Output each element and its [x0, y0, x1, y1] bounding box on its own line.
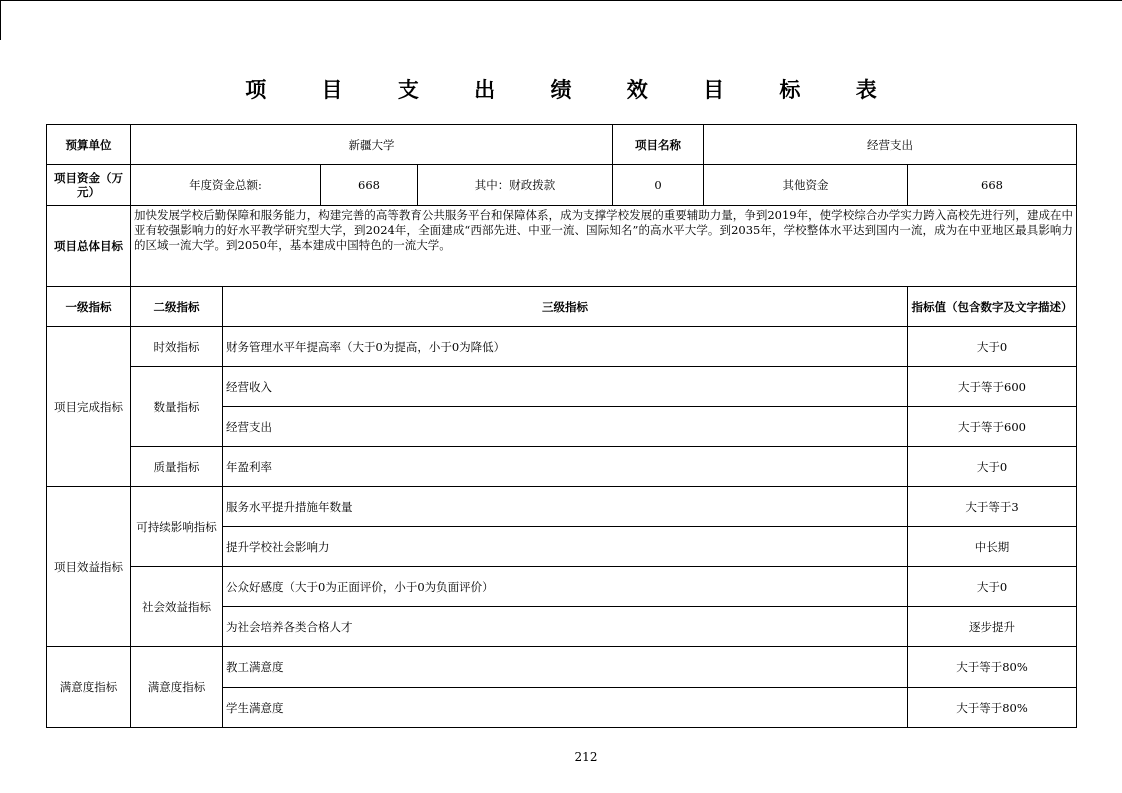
indicator-value: 大于等于3: [908, 487, 1077, 527]
level2-timeliness: 时效指标: [131, 327, 223, 367]
total-funding-label: 年度资金总额:: [131, 165, 321, 206]
level2-social: 社会效益指标: [131, 567, 223, 647]
level1-completion: 项目完成指标: [47, 327, 131, 487]
page-title: 项 目 支 出 绩 效 目 标 表: [245, 77, 901, 102]
value-header: 指标值（包含数字及文字描述）: [908, 287, 1077, 327]
indicator-value: 逐步提升: [908, 607, 1077, 647]
indicator-name: 经营支出: [223, 407, 908, 447]
indicator-name: 财务管理水平年提高率（大于0为提高，小于0为降低）: [223, 327, 908, 367]
indicator-name: 提升学校社会影响力: [223, 527, 908, 567]
page-border-left: [0, 0, 1, 40]
indicator-name: 为社会培养各类合格人才: [223, 607, 908, 647]
indicator-header-row: [47, 287, 1077, 327]
page-number: 212: [574, 750, 598, 764]
indicator-value: 大于等于80%: [908, 647, 1077, 688]
indicator-name: 学生满意度: [223, 688, 908, 728]
other-funding-value: 668: [908, 165, 1077, 206]
level1-satisfaction: 满意度指标: [47, 647, 131, 728]
table-row: [47, 647, 1077, 688]
level2-header: 二级指标: [131, 287, 223, 327]
level2-quantity: 数量指标: [131, 367, 223, 447]
table-row: [47, 367, 1077, 407]
indicator-value: 大于等于600: [908, 407, 1077, 447]
funding-label: 项目资金（万元）: [47, 165, 131, 206]
header-row: [47, 125, 1077, 165]
indicator-name: 公众好感度（大于0为正面评价，小于0为负面评价）: [223, 567, 908, 607]
project-name-label: 项目名称: [613, 125, 704, 165]
other-funding-label: 其他资金: [704, 165, 908, 206]
indicator-value: 中长期: [908, 527, 1077, 567]
project-name-value: 经营支出: [704, 125, 1077, 165]
indicator-name: 服务水平提升措施年数量: [223, 487, 908, 527]
fiscal-funding-label: 其中：财政拨款: [418, 165, 613, 206]
level3-header: 三级指标: [223, 287, 908, 327]
indicator-name: 教工满意度: [223, 647, 908, 688]
indicator-name: 经营收入: [223, 367, 908, 407]
overall-goal-label: 项目总体目标: [47, 206, 131, 287]
indicator-value: 大于0: [908, 447, 1077, 487]
indicator-name: 年盈利率: [223, 447, 908, 487]
indicator-value: 大于等于600: [908, 367, 1077, 407]
level1-benefit: 项目效益指标: [47, 487, 131, 647]
funding-row: [47, 165, 1077, 206]
level2-satisfaction: 满意度指标: [131, 647, 223, 728]
indicator-value: 大于等于80%: [908, 688, 1077, 728]
fiscal-funding-value: 0: [613, 165, 704, 206]
table-row: [47, 567, 1077, 607]
table-row: [47, 327, 1077, 367]
unit-value: 新疆大学: [131, 125, 613, 165]
total-funding-value: 668: [321, 165, 418, 206]
level1-header: 一级指标: [47, 287, 131, 327]
level2-sustainable: 可持续影响指标: [131, 487, 223, 567]
indicator-value: 大于0: [908, 567, 1077, 607]
overall-goal-text: 加快发展学校后勤保障和服务能力，构建完善的高等教育公共服务平台和保障体系，成为支撑学校发展的重要辅助力量，争到2019年，使学校综合办学实力跨入高校先进行列，建成在中亚有较强影响力的好水平教学研究型大学，到2024年，全面建成“西部先进、中亚一流、国际知名”的高水平大学。到2035年，学校整体水平达到国内一流，成为在中亚地区最具影响力的区域一流大学。到2050年，基本建成中国特色的一流大学。: [131, 206, 1077, 287]
level2-quality: 质量指标: [131, 447, 223, 487]
indicator-value: 大于0: [908, 327, 1077, 367]
table-row: [47, 487, 1077, 527]
table-row: [47, 447, 1077, 487]
overall-goal-row: [47, 206, 1077, 287]
unit-label: 预算单位: [47, 125, 131, 165]
page-border-top: [0, 0, 1122, 1]
performance-target-table: [46, 124, 1077, 728]
